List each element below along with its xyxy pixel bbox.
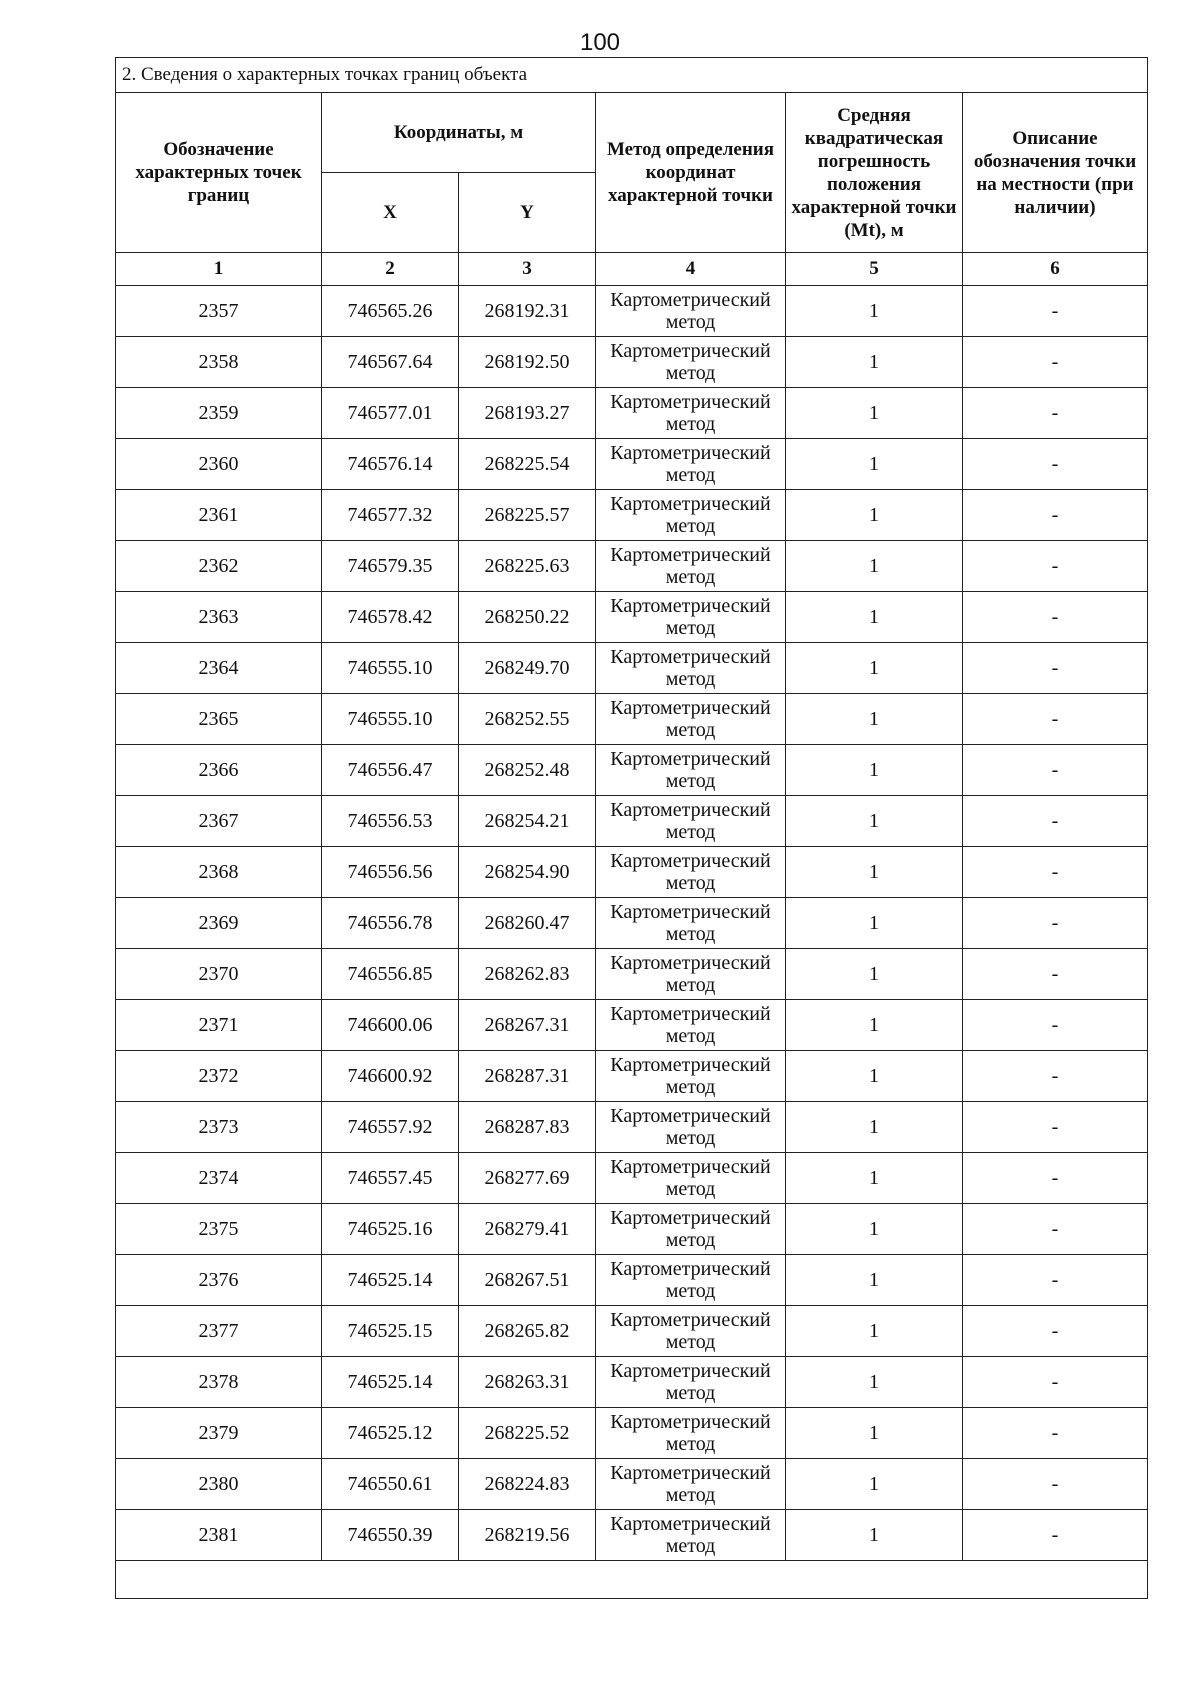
method-cell: Картометрический метод bbox=[596, 898, 786, 949]
method-cell: Картометрический метод bbox=[596, 1204, 786, 1255]
table-row bbox=[116, 847, 1148, 898]
x-coordinate-cell: 746556.56 bbox=[322, 847, 459, 898]
y-coordinate-cell: 268225.57 bbox=[459, 490, 596, 541]
method-cell: Картометрический метод bbox=[596, 1153, 786, 1204]
x-coordinate-cell: 746525.16 bbox=[322, 1204, 459, 1255]
method-cell: Картометрический метод bbox=[596, 592, 786, 643]
point-id-cell: 2364 bbox=[116, 643, 322, 694]
x-coordinate-cell: 746555.10 bbox=[322, 643, 459, 694]
table-row bbox=[116, 541, 1148, 592]
x-coordinate-cell: 746557.45 bbox=[322, 1153, 459, 1204]
point-id-cell: 2380 bbox=[116, 1459, 322, 1510]
y-coordinate-cell: 268277.69 bbox=[459, 1153, 596, 1204]
x-coordinate-cell: 746555.10 bbox=[322, 694, 459, 745]
description-cell: - bbox=[963, 1357, 1148, 1408]
error-cell: 1 bbox=[786, 745, 963, 796]
error-cell: 1 bbox=[786, 1204, 963, 1255]
y-coordinate-cell: 268219.56 bbox=[459, 1510, 596, 1561]
error-cell: 1 bbox=[786, 286, 963, 337]
x-coordinate-cell: 746579.35 bbox=[322, 541, 459, 592]
y-coordinate-cell: 268225.54 bbox=[459, 439, 596, 490]
y-coordinate-cell: 268265.82 bbox=[459, 1306, 596, 1357]
x-coordinate-cell: 746525.15 bbox=[322, 1306, 459, 1357]
column-number: 4 bbox=[596, 253, 786, 286]
point-id-cell: 2359 bbox=[116, 388, 322, 439]
table-row bbox=[116, 1000, 1148, 1051]
error-cell: 1 bbox=[786, 1255, 963, 1306]
table-row bbox=[116, 1051, 1148, 1102]
x-coordinate-cell: 746567.64 bbox=[322, 337, 459, 388]
description-cell: - bbox=[963, 439, 1148, 490]
point-id-cell: 2368 bbox=[116, 847, 322, 898]
error-cell: 1 bbox=[786, 592, 963, 643]
method-cell: Картометрический метод bbox=[596, 286, 786, 337]
point-id-cell: 2361 bbox=[116, 490, 322, 541]
table-row bbox=[116, 1306, 1148, 1357]
description-cell: - bbox=[963, 1051, 1148, 1102]
point-id-cell: 2378 bbox=[116, 1357, 322, 1408]
y-coordinate-cell: 268250.22 bbox=[459, 592, 596, 643]
table-row bbox=[116, 1408, 1148, 1459]
x-coordinate-cell: 746600.92 bbox=[322, 1051, 459, 1102]
description-cell: - bbox=[963, 898, 1148, 949]
point-id-cell: 2367 bbox=[116, 796, 322, 847]
y-coordinate-cell: 268192.50 bbox=[459, 337, 596, 388]
point-id-cell: 2365 bbox=[116, 694, 322, 745]
error-cell: 1 bbox=[786, 643, 963, 694]
point-id-cell: 2372 bbox=[116, 1051, 322, 1102]
error-cell: 1 bbox=[786, 439, 963, 490]
method-cell: Картометрический метод bbox=[596, 1000, 786, 1051]
description-cell: - bbox=[963, 1306, 1148, 1357]
table-row bbox=[116, 1510, 1148, 1561]
description-cell: - bbox=[963, 1204, 1148, 1255]
table-row bbox=[116, 1357, 1148, 1408]
method-cell: Картометрический метод bbox=[596, 1357, 786, 1408]
point-id-cell: 2376 bbox=[116, 1255, 322, 1306]
method-cell: Картометрический метод bbox=[596, 1459, 786, 1510]
method-cell: Картометрический метод bbox=[596, 745, 786, 796]
point-id-cell: 2370 bbox=[116, 949, 322, 1000]
x-coordinate-cell: 746525.14 bbox=[322, 1255, 459, 1306]
point-id-cell: 2363 bbox=[116, 592, 322, 643]
method-cell: Картометрический метод bbox=[596, 490, 786, 541]
error-cell: 1 bbox=[786, 1153, 963, 1204]
table-row bbox=[116, 388, 1148, 439]
point-id-cell: 2366 bbox=[116, 745, 322, 796]
y-coordinate-cell: 268249.70 bbox=[459, 643, 596, 694]
method-cell: Картометрический метод bbox=[596, 439, 786, 490]
empty-cell bbox=[116, 1561, 1148, 1599]
error-cell: 1 bbox=[786, 1306, 963, 1357]
method-cell: Картометрический метод bbox=[596, 1408, 786, 1459]
error-cell: 1 bbox=[786, 694, 963, 745]
table-row bbox=[116, 643, 1148, 694]
method-cell: Картометрический метод bbox=[596, 388, 786, 439]
method-cell: Картометрический метод bbox=[596, 694, 786, 745]
description-cell: - bbox=[963, 1255, 1148, 1306]
x-coordinate-cell: 746525.14 bbox=[322, 1357, 459, 1408]
table-row bbox=[116, 796, 1148, 847]
characteristic-points-table bbox=[115, 57, 1148, 1599]
table-row bbox=[116, 592, 1148, 643]
point-id-cell: 2362 bbox=[116, 541, 322, 592]
column-number: 6 bbox=[963, 253, 1148, 286]
x-coordinate-cell: 746556.85 bbox=[322, 949, 459, 1000]
y-coordinate-cell: 268224.83 bbox=[459, 1459, 596, 1510]
y-coordinate-cell: 268192.31 bbox=[459, 286, 596, 337]
description-cell: - bbox=[963, 1408, 1148, 1459]
error-cell: 1 bbox=[786, 1459, 963, 1510]
y-coordinate-cell: 268225.52 bbox=[459, 1408, 596, 1459]
x-coordinate-cell: 746577.01 bbox=[322, 388, 459, 439]
description-cell: - bbox=[963, 643, 1148, 694]
point-id-cell: 2360 bbox=[116, 439, 322, 490]
header-y: Y bbox=[459, 173, 596, 253]
header-x: X bbox=[322, 173, 459, 253]
description-cell: - bbox=[963, 1510, 1148, 1561]
method-cell: Картометрический метод bbox=[596, 1306, 786, 1357]
column-number: 3 bbox=[459, 253, 596, 286]
x-coordinate-cell: 746550.61 bbox=[322, 1459, 459, 1510]
y-coordinate-cell: 268267.31 bbox=[459, 1000, 596, 1051]
description-cell: - bbox=[963, 1102, 1148, 1153]
point-id-cell: 2369 bbox=[116, 898, 322, 949]
description-cell: - bbox=[963, 796, 1148, 847]
table-row bbox=[116, 337, 1148, 388]
x-coordinate-cell: 746565.26 bbox=[322, 286, 459, 337]
method-cell: Картометрический метод bbox=[596, 796, 786, 847]
method-cell: Картометрический метод bbox=[596, 1255, 786, 1306]
empty-row bbox=[116, 1561, 1148, 1599]
table-row bbox=[116, 1255, 1148, 1306]
error-cell: 1 bbox=[786, 796, 963, 847]
description-cell: - bbox=[963, 1153, 1148, 1204]
table-row bbox=[116, 745, 1148, 796]
point-id-cell: 2371 bbox=[116, 1000, 322, 1051]
y-coordinate-cell: 268225.63 bbox=[459, 541, 596, 592]
error-cell: 1 bbox=[786, 1510, 963, 1561]
method-cell: Картометрический метод bbox=[596, 541, 786, 592]
error-cell: 1 bbox=[786, 1000, 963, 1051]
x-coordinate-cell: 746600.06 bbox=[322, 1000, 459, 1051]
table-row bbox=[116, 1102, 1148, 1153]
y-coordinate-cell: 268279.41 bbox=[459, 1204, 596, 1255]
method-cell: Картометрический метод bbox=[596, 1102, 786, 1153]
error-cell: 1 bbox=[786, 1408, 963, 1459]
error-cell: 1 bbox=[786, 1357, 963, 1408]
y-coordinate-cell: 268262.83 bbox=[459, 949, 596, 1000]
table-row bbox=[116, 1459, 1148, 1510]
x-coordinate-cell: 746576.14 bbox=[322, 439, 459, 490]
y-coordinate-cell: 268254.21 bbox=[459, 796, 596, 847]
header-description: Описание обозначения точки на местности (при наличии) bbox=[963, 93, 1148, 253]
x-coordinate-cell: 746550.39 bbox=[322, 1510, 459, 1561]
description-cell: - bbox=[963, 745, 1148, 796]
table-row bbox=[116, 898, 1148, 949]
point-id-cell: 2375 bbox=[116, 1204, 322, 1255]
y-coordinate-cell: 268252.48 bbox=[459, 745, 596, 796]
header-method: Метод определения координат характерной точки bbox=[596, 93, 786, 253]
table-row bbox=[116, 694, 1148, 745]
description-cell: - bbox=[963, 592, 1148, 643]
error-cell: 1 bbox=[786, 1051, 963, 1102]
description-cell: - bbox=[963, 490, 1148, 541]
header-coordinates: Координаты, м bbox=[322, 93, 596, 173]
table-row bbox=[116, 1204, 1148, 1255]
y-coordinate-cell: 268287.31 bbox=[459, 1051, 596, 1102]
description-cell: - bbox=[963, 388, 1148, 439]
point-id-cell: 2381 bbox=[116, 1510, 322, 1561]
x-coordinate-cell: 746577.32 bbox=[322, 490, 459, 541]
section-title: 2. Сведения о характерных точках границ объекта bbox=[116, 58, 1148, 93]
y-coordinate-cell: 268267.51 bbox=[459, 1255, 596, 1306]
description-cell: - bbox=[963, 541, 1148, 592]
point-id-cell: 2374 bbox=[116, 1153, 322, 1204]
description-cell: - bbox=[963, 1459, 1148, 1510]
table-row bbox=[116, 490, 1148, 541]
header-designation: Обозначение характерных точек границ bbox=[116, 93, 322, 253]
column-number: 5 bbox=[786, 253, 963, 286]
description-cell: - bbox=[963, 337, 1148, 388]
x-coordinate-cell: 746557.92 bbox=[322, 1102, 459, 1153]
x-coordinate-cell: 746556.47 bbox=[322, 745, 459, 796]
table-row bbox=[116, 439, 1148, 490]
x-coordinate-cell: 746578.42 bbox=[322, 592, 459, 643]
method-cell: Картометрический метод bbox=[596, 847, 786, 898]
y-coordinate-cell: 268260.47 bbox=[459, 898, 596, 949]
description-cell: - bbox=[963, 949, 1148, 1000]
method-cell: Картометрический метод bbox=[596, 1051, 786, 1102]
error-cell: 1 bbox=[786, 898, 963, 949]
error-cell: 1 bbox=[786, 949, 963, 1000]
error-cell: 1 bbox=[786, 337, 963, 388]
point-id-cell: 2379 bbox=[116, 1408, 322, 1459]
description-cell: - bbox=[963, 286, 1148, 337]
method-cell: Картометрический метод bbox=[596, 1510, 786, 1561]
error-cell: 1 bbox=[786, 847, 963, 898]
x-coordinate-cell: 746525.12 bbox=[322, 1408, 459, 1459]
column-number: 2 bbox=[322, 253, 459, 286]
point-id-cell: 2373 bbox=[116, 1102, 322, 1153]
error-cell: 1 bbox=[786, 388, 963, 439]
table-row bbox=[116, 1153, 1148, 1204]
table-row bbox=[116, 949, 1148, 1000]
y-coordinate-cell: 268193.27 bbox=[459, 388, 596, 439]
description-cell: - bbox=[963, 1000, 1148, 1051]
description-cell: - bbox=[963, 847, 1148, 898]
description-cell: - bbox=[963, 694, 1148, 745]
error-cell: 1 bbox=[786, 490, 963, 541]
point-id-cell: 2377 bbox=[116, 1306, 322, 1357]
error-cell: 1 bbox=[786, 541, 963, 592]
y-coordinate-cell: 268263.31 bbox=[459, 1357, 596, 1408]
method-cell: Картометрический метод bbox=[596, 949, 786, 1000]
table-row bbox=[116, 286, 1148, 337]
method-cell: Картометрический метод bbox=[596, 643, 786, 694]
column-number: 1 bbox=[116, 253, 322, 286]
header-error: Средняя квадратическая погрешность положения характерной точки (Mt), м bbox=[786, 93, 963, 253]
point-id-cell: 2357 bbox=[116, 286, 322, 337]
y-coordinate-cell: 268252.55 bbox=[459, 694, 596, 745]
y-coordinate-cell: 268287.83 bbox=[459, 1102, 596, 1153]
x-coordinate-cell: 746556.78 bbox=[322, 898, 459, 949]
method-cell: Картометрический метод bbox=[596, 337, 786, 388]
page-number: 100 bbox=[579, 29, 621, 56]
y-coordinate-cell: 268254.90 bbox=[459, 847, 596, 898]
error-cell: 1 bbox=[786, 1102, 963, 1153]
x-coordinate-cell: 746556.53 bbox=[322, 796, 459, 847]
point-id-cell: 2358 bbox=[116, 337, 322, 388]
